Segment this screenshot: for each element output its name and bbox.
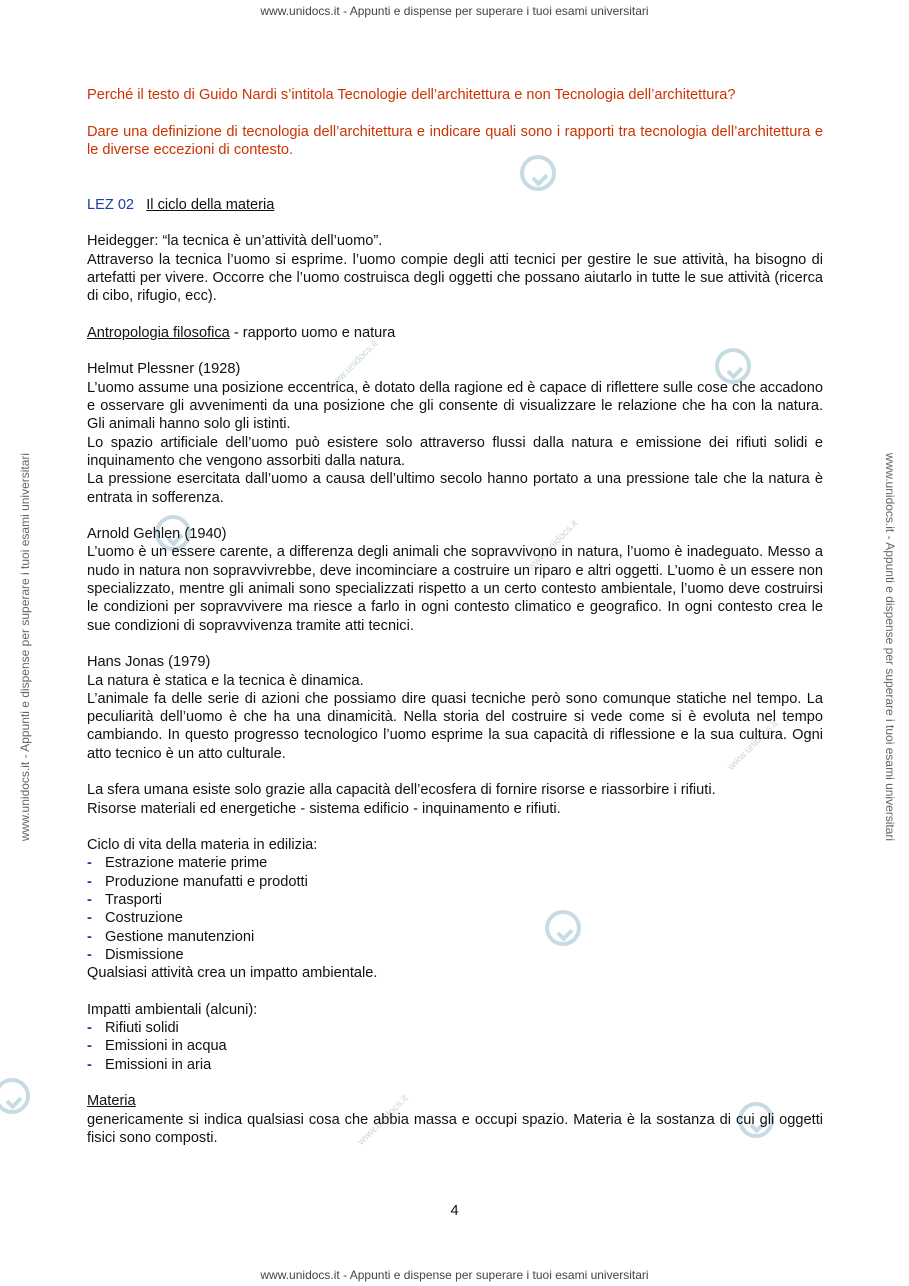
gehlen-paragraph: L’uomo è un essere carente, a differenza degli animali che sopravvivono in natura, l’uomo è inadeguato. Messo a nudo in natura non sopravvivrebbe, deve incominciare a costruire un riparo e altri oggetti. L’uomo è un essere non specializzato, mentre gli animali sono specializzati rispetto a un certo contesto ambientale, l’uomo deve costruirsi le condizioni per sopravvivere ma riesce a farlo in ogni contesto climatico e geografico. In ogni contesto crea le sue condizioni di sopravvivenza tramite atti tecnici. — [87, 544, 823, 634]
list-item: - Dismissione — [87, 946, 823, 964]
lesson-title: Il ciclo della materia — [146, 196, 275, 213]
plessner-paragraph: Lo spazio artificiale dell’uomo può esistere solo attraverso flussi dalla natura e emissione dei rifiuti solidi e inquinamento che vengono assorbiti dalla natura. — [87, 434, 823, 469]
page-content — [87, 86, 823, 1147]
intro-paragraph: Attraverso la tecnica l’uomo si esprime. l’uomo compie degli atti tecnici per gestire le sue attività, ha bisogno di artefatti per vivere. Occorre che l’uomo costruisca degli oggetti che possano aiutarlo in tutte le sue attività (ricerca di cibo, rifugio, ecc). — [87, 251, 823, 305]
materia-paragraph: genericamente si indica qualsiasi cosa che abbia massa e occupi spazio. Materia è la sostanza di cui gli oggetti fisici sono composti. — [87, 1111, 823, 1146]
antropologia-rest: - rapporto uomo e natura — [229, 324, 396, 341]
watermark-right: www.unidocs.it - Appunti e dispense per superare i tuoi esami universitari — [883, 452, 897, 842]
unidocs-logo-icon — [0, 1078, 30, 1114]
materia-heading: Materia — [87, 1093, 136, 1110]
list-item: - Emissioni in aria — [87, 1056, 823, 1074]
list-item: - Estrazione materie prime — [87, 854, 823, 872]
plessner-paragraph: L’uomo assume una posizione eccentrica, è dotato della ragione ed è capace di riflettere sulle cose che accadono e osservare gli avvenimenti da una posizione che gli consente di visualizzare le relazione che ha con la natura. Gli animali hanno solo gli istinti. — [87, 379, 823, 433]
question-2: Dare una definizione di tecnologia dell’architettura e indicare quali sono i rapporti tra tecnologia dell’architettura e le diverse eccezioni di contesto. — [87, 123, 823, 158]
watermark-diagonal: www.unidocs.it — [525, 518, 581, 573]
watermark-left: www.unidocs.it - Appunti e dispense per superare i tuoi esami universitari — [18, 452, 32, 842]
lesson-heading — [87, 196, 823, 214]
lesson-code: LEZ 02 — [87, 196, 135, 213]
ciclo-heading: Ciclo di vita della materia in edilizia: — [87, 837, 318, 854]
heidegger-quote: Heidegger: “la tecnica è un’attività dell’uomo”. — [87, 233, 383, 250]
ciclo-after: Qualsiasi attività crea un impatto ambientale. — [87, 965, 378, 982]
list-item: - Trasporti — [87, 891, 823, 909]
sfera-paragraph: La sfera umana esiste solo grazie alla capacità dell’ecosfera di fornire risorse e riassorbire i rifiuti. — [87, 782, 716, 799]
watermark-top: www.unidocs.it - Appunti e dispense per superare i tuoi esami universitari — [260, 4, 649, 18]
list-item: - Rifiuti solidi — [87, 1019, 823, 1037]
plessner-name: Helmut Plessner (1928) — [87, 361, 241, 378]
ciclo-list — [87, 854, 823, 964]
antropologia-heading: Antropologia filosofica — [87, 324, 230, 341]
watermark-bottom: www.unidocs.it - Appunti e dispense per superare i tuoi esami universitari — [260, 1268, 649, 1282]
plessner-paragraph: La pressione esercitata dall’uomo a causa dell’ultimo secolo hanno portato a una pressione tale che la natura è entrata in sofferenza. — [87, 471, 823, 506]
watermark-diagonal: www.unidocs.it — [325, 338, 381, 393]
watermark-diagonal: www.unidocs.it — [355, 1093, 411, 1148]
page-number: 4 — [450, 1203, 459, 1219]
list-item: - Costruzione — [87, 909, 823, 927]
jonas-name: Hans Jonas (1979) — [87, 654, 211, 671]
antropologia-line — [87, 324, 823, 342]
watermark-diagonal: www.unidocs.it — [725, 718, 781, 773]
sfera-paragraph: Risorse materiali ed energetiche - sistema edificio - inquinamento e rifiuti. — [87, 800, 561, 817]
jonas-paragraph: La natura è statica e la tecnica è dinamica. — [87, 672, 364, 689]
impatti-list — [87, 1019, 823, 1074]
list-item: - Gestione manutenzioni — [87, 928, 823, 946]
impatti-heading: Impatti ambientali (alcuni): — [87, 1001, 258, 1018]
jonas-paragraph: L’animale fa delle serie di azioni che possiamo dire quasi tecniche però sono comunque statiche nel tempo. La peculiarità dell’uomo è che ha una dinamicità. Nella storia del costruire si vede come si è evoluta nel tempo cambiando. In questo progresso tecnologico l’uomo esprime la sua capacità di riflessione e la sua cultura. Ogni atto tecnico è un atto culturale. — [87, 690, 823, 762]
list-item: - Produzione manufatti e prodotti — [87, 873, 823, 891]
question-1: Perché il testo di Guido Nardi s’intitola Tecnologie dell’architettura e non Tecnologia dell’architettura? — [87, 87, 736, 103]
list-item: - Emissioni in acqua — [87, 1037, 823, 1055]
gehlen-name: Arnold Gehlen (1940) — [87, 526, 227, 543]
